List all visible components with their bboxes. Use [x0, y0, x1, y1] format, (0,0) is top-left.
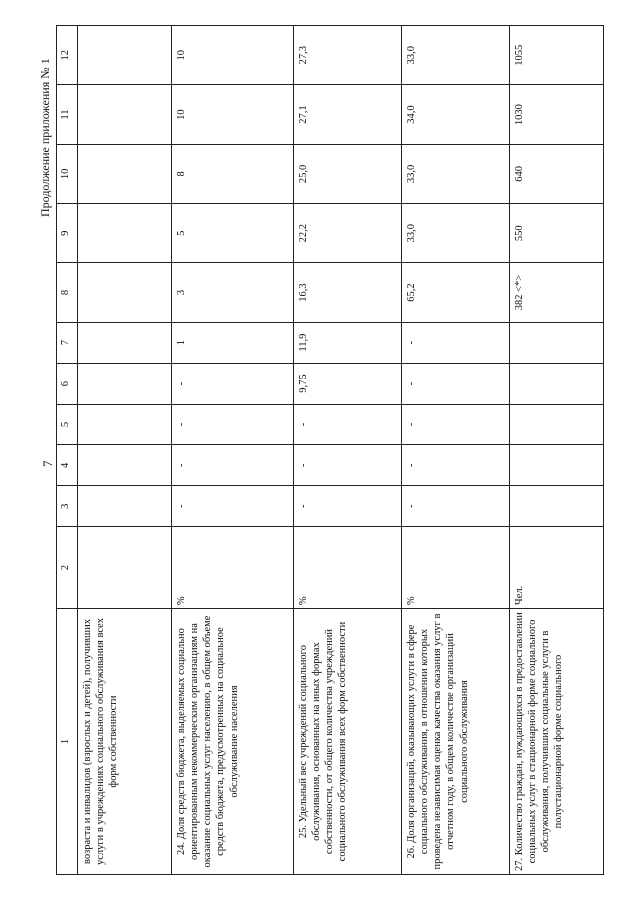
- value-cell: -: [402, 363, 510, 404]
- value-cell: 33,0: [402, 144, 510, 203]
- value-cell: -: [172, 445, 294, 486]
- column-header: 8: [57, 263, 78, 322]
- value-cell: [510, 322, 604, 363]
- value-cell: -: [294, 445, 402, 486]
- unit-cell: %: [294, 527, 402, 609]
- value-cell: 27,3: [294, 26, 402, 85]
- value-cell: -: [402, 445, 510, 486]
- value-cell: 33,0: [402, 26, 510, 85]
- column-header: 7: [57, 322, 78, 363]
- value-cell: -: [402, 486, 510, 527]
- value-cell: [510, 486, 604, 527]
- value-cell: [510, 363, 604, 404]
- value-cell: 33,0: [402, 204, 510, 263]
- value-cell: [78, 363, 172, 404]
- value-cell: 34,0: [402, 85, 510, 144]
- value-cell: [510, 404, 604, 445]
- column-header: 5: [57, 404, 78, 445]
- unit-cell: %: [402, 527, 510, 609]
- column-header: 3: [57, 486, 78, 527]
- value-cell: [78, 404, 172, 445]
- value-cell: 10: [172, 26, 294, 85]
- value-cell: [78, 445, 172, 486]
- value-cell: 9,75: [294, 363, 402, 404]
- table-row: [294, 26, 402, 875]
- value-cell: -: [172, 486, 294, 527]
- unit-cell: %: [172, 527, 294, 609]
- column-number-row: [57, 26, 78, 875]
- value-cell: 3: [172, 263, 294, 322]
- table-row: [78, 26, 172, 875]
- column-header: 10: [57, 144, 78, 203]
- value-cell: 1055: [510, 26, 604, 85]
- value-cell: -: [402, 322, 510, 363]
- column-header: 6: [57, 363, 78, 404]
- value-cell: -: [172, 363, 294, 404]
- indicators-table: [56, 25, 604, 875]
- value-cell: 16,3: [294, 263, 402, 322]
- value-cell: [78, 263, 172, 322]
- value-cell: -: [294, 486, 402, 527]
- appendix-continuation-note: Продолжение приложения № 1: [38, 58, 52, 217]
- table-row: [172, 26, 294, 875]
- page-number: 7: [40, 460, 55, 467]
- value-cell: [78, 322, 172, 363]
- value-cell: [510, 445, 604, 486]
- value-cell: 25,0: [294, 144, 402, 203]
- value-cell: 8: [172, 144, 294, 203]
- value-cell: 22,2: [294, 204, 402, 263]
- value-cell: 1030: [510, 85, 604, 144]
- value-cell: [78, 144, 172, 203]
- value-cell: 382 <*>: [510, 263, 604, 322]
- column-header: 2: [57, 527, 78, 609]
- indicator-description: возраста и инвалидов (взрослых и детей), получивших услуги в учреждениях социального обслуживания всех форм собственности: [78, 609, 172, 875]
- column-header: 12: [57, 26, 78, 85]
- value-cell: 27,1: [294, 85, 402, 144]
- indicator-description: 27. Количество граждан, нуждающихся в предоставлении социальных услуг в стационарной форме социального обслуживания, получивших социальные услуги в полустационарной форме социального: [510, 609, 604, 875]
- column-header: 9: [57, 204, 78, 263]
- value-cell: 5: [172, 204, 294, 263]
- value-cell: 550: [510, 204, 604, 263]
- value-cell: 1: [172, 322, 294, 363]
- value-cell: [78, 26, 172, 85]
- indicator-description: 25. Удельный вес учреждений социального обслуживания, основанных на иных формах собственности, от общего количества учреждений социального обслуживания всех форм собственности: [294, 609, 402, 875]
- value-cell: 65,2: [402, 263, 510, 322]
- unit-cell: [78, 527, 172, 609]
- table-row: [402, 26, 510, 875]
- column-header: 4: [57, 445, 78, 486]
- value-cell: 11,9: [294, 322, 402, 363]
- column-header: 1: [57, 609, 78, 875]
- value-cell: [78, 486, 172, 527]
- indicator-description: 24. Доля средств бюджета, выделяемых социально ориентированным некоммерческим организациям на оказание социальных услуг населению, в общем объеме средств бюджета, предусмотренных на социальное обслуживание населения: [172, 609, 294, 875]
- unit-cell: Чел.: [510, 527, 604, 609]
- value-cell: [78, 85, 172, 144]
- table-row: [510, 26, 604, 875]
- value-cell: 10: [172, 85, 294, 144]
- value-cell: [78, 204, 172, 263]
- column-header: 11: [57, 85, 78, 144]
- indicator-description: 26. Доля организаций, оказывающих услуги в сфере социального обслуживания, в отношении которых проведена независимая оценка качества оказания услуг в отчетном году, в общем количестве организаций социального обслуживания: [402, 609, 510, 875]
- value-cell: -: [294, 404, 402, 445]
- value-cell: -: [172, 404, 294, 445]
- value-cell: 640: [510, 144, 604, 203]
- value-cell: -: [402, 404, 510, 445]
